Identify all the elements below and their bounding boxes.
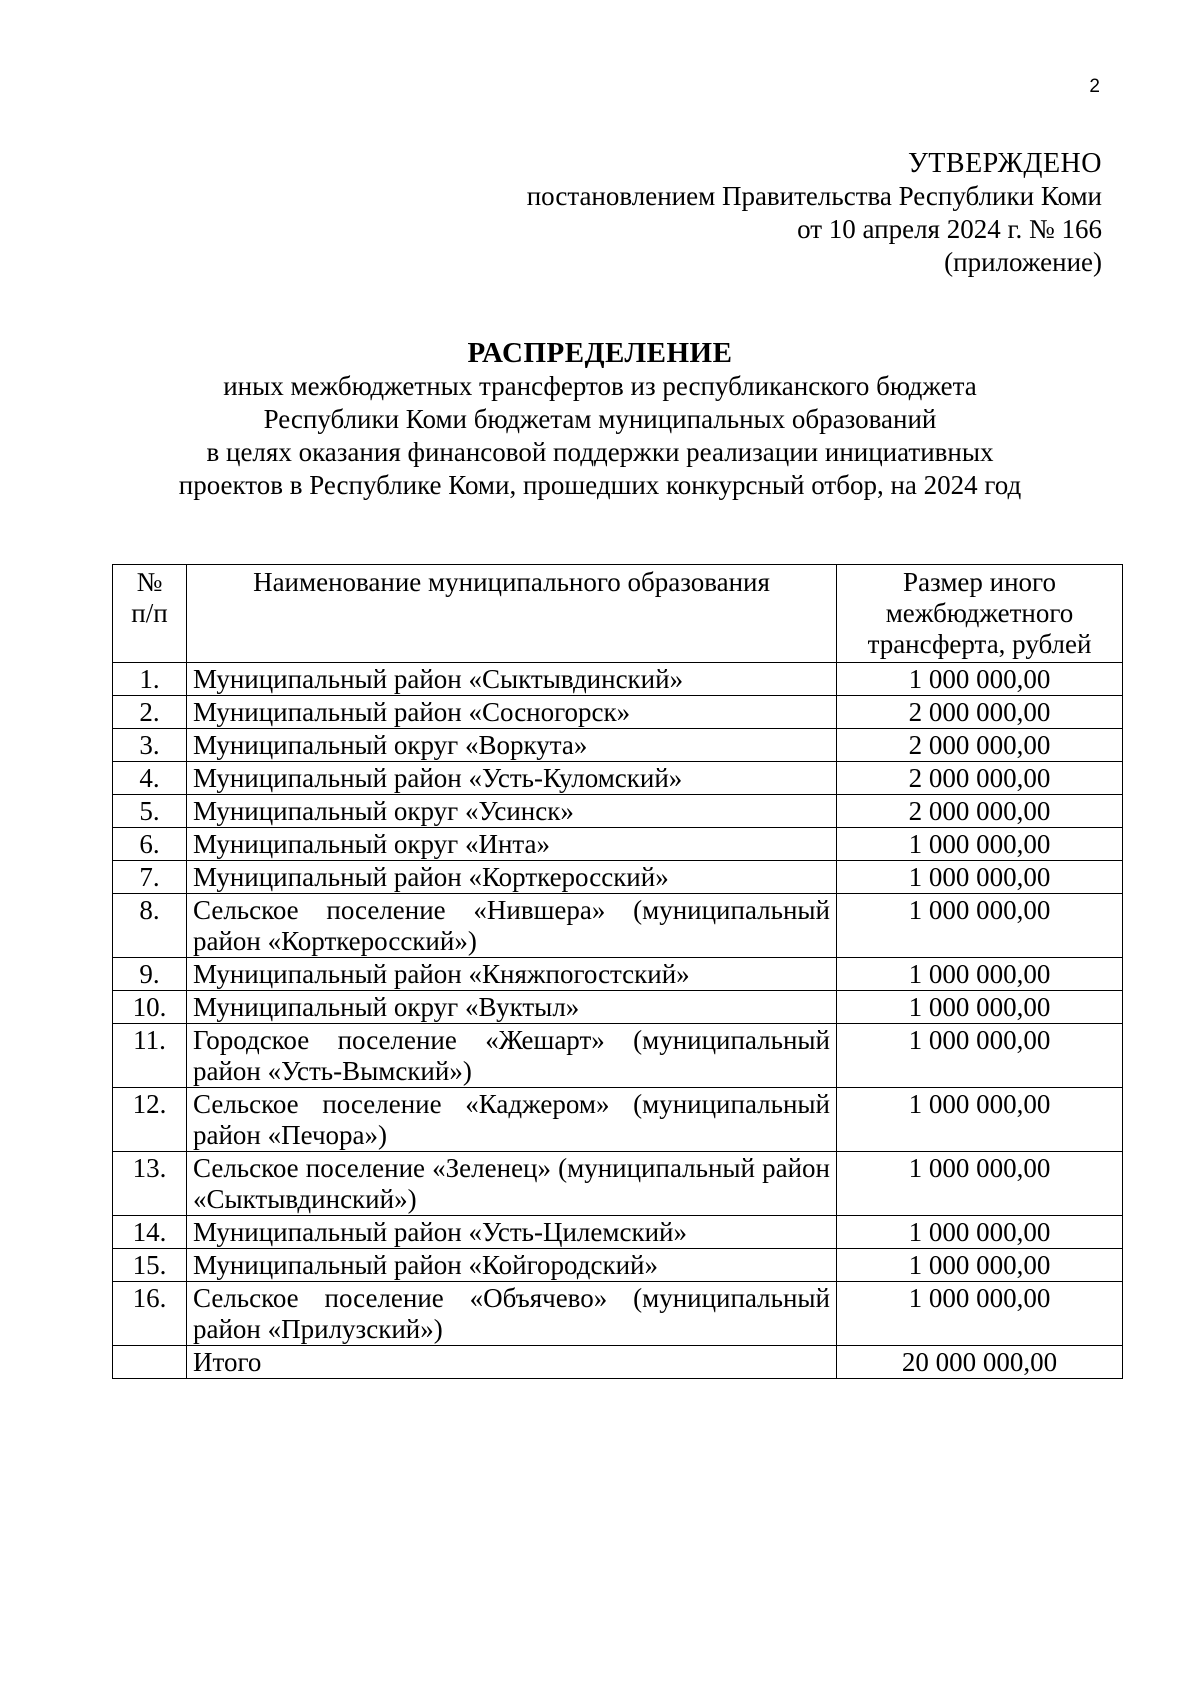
row-name: Муниципальный округ «Воркута»: [187, 729, 837, 762]
row-name: Муниципальный район «Койгородский»: [187, 1249, 837, 1282]
table-row: [113, 696, 1123, 729]
row-amount: 1 000 000,00: [837, 1024, 1123, 1088]
row-amount: 1 000 000,00: [837, 958, 1123, 991]
row-number: 13.: [113, 1152, 187, 1216]
header-number-line-2: п/п: [131, 598, 168, 628]
row-amount: 1 000 000,00: [837, 1088, 1123, 1152]
row-amount: 1 000 000,00: [837, 1282, 1123, 1346]
row-number: 14.: [113, 1216, 187, 1249]
row-name: Муниципальный район «Корткеросский»: [187, 861, 837, 894]
row-amount: 1 000 000,00: [837, 1249, 1123, 1282]
row-amount: 2 000 000,00: [837, 795, 1123, 828]
table-row: [113, 729, 1123, 762]
header-number-line-1: №: [136, 567, 163, 597]
row-number: 10.: [113, 991, 187, 1024]
row-name: Муниципальный район «Усть-Цилемский»: [187, 1216, 837, 1249]
page-number: 2: [1089, 76, 1100, 97]
row-name: Муниципальный округ «Усинск»: [187, 795, 837, 828]
row-name: Муниципальный район «Усть-Куломский»: [187, 762, 837, 795]
heading-line-2: Республики Коми бюджетам муниципальных образований: [263, 404, 937, 434]
total-number: [113, 1346, 187, 1379]
header-amount-line-1: Размер иного: [903, 567, 1056, 597]
table-row: [113, 991, 1123, 1024]
row-number: 1.: [113, 663, 187, 696]
row-number: 5.: [113, 795, 187, 828]
row-name: Сельское поселение «Зеленец» (муниципальный район «Сыктывдинский»): [187, 1152, 837, 1216]
table-row: [113, 1216, 1123, 1249]
document-title: РАСПРЕДЕЛЕНИЕ: [467, 337, 733, 369]
row-number: 7.: [113, 861, 187, 894]
table-row: [113, 1249, 1123, 1282]
row-number: 3.: [113, 729, 187, 762]
row-name: Муниципальный округ «Инта»: [187, 828, 837, 861]
table-row: [113, 1152, 1123, 1216]
row-amount: 1 000 000,00: [837, 663, 1123, 696]
row-number: 8.: [113, 894, 187, 958]
document-heading: [100, 337, 1100, 502]
row-amount: 1 000 000,00: [837, 1216, 1123, 1249]
row-name: Муниципальный округ «Вуктыл»: [187, 991, 837, 1024]
row-amount: 1 000 000,00: [837, 1152, 1123, 1216]
row-name: Муниципальный район «Сосногорск»: [187, 696, 837, 729]
table-row: [113, 1024, 1123, 1088]
heading-line-3: в целях оказания финансовой поддержки реализации инициативных: [206, 437, 994, 467]
table-row: [113, 828, 1123, 861]
table-row: [113, 861, 1123, 894]
approval-line-3: (приложение): [944, 247, 1102, 277]
table-row: [113, 1282, 1123, 1346]
header-amount-line-3: трансферта, рублей: [867, 629, 1092, 659]
row-name: Сельское поселение «Нившера» (муниципальный район «Корткеросский»): [187, 894, 837, 958]
row-name: Муниципальный район «Княжпогостский»: [187, 958, 837, 991]
table-row: [113, 958, 1123, 991]
row-amount: 2 000 000,00: [837, 729, 1123, 762]
total-label: Итого: [187, 1346, 837, 1379]
table-row: [113, 663, 1123, 696]
total-amount: 20 000 000,00: [837, 1346, 1123, 1379]
heading-line-4: проектов в Республике Коми, прошедших конкурсный отбор, на 2024 год: [178, 470, 1022, 500]
table-row: [113, 795, 1123, 828]
approval-line-1: постановлением Правительства Республики Коми: [526, 181, 1102, 211]
heading-line-1: иных межбюджетных трансфертов из республиканского бюджета: [223, 371, 977, 401]
approval-line-2: от 10 апреля 2024 г. № 166: [797, 214, 1102, 244]
table-row: [113, 762, 1123, 795]
header-amount-line-2: межбюджетного: [885, 598, 1074, 628]
row-name: Муниципальный район «Сыктывдинский»: [187, 663, 837, 696]
total-row: [113, 1346, 1123, 1379]
row-amount: 1 000 000,00: [837, 894, 1123, 958]
row-number: 15.: [113, 1249, 187, 1282]
row-number: 2.: [113, 696, 187, 729]
table-header-row: [113, 565, 1123, 663]
row-number: 4.: [113, 762, 187, 795]
row-amount: 1 000 000,00: [837, 828, 1123, 861]
distribution-table: [112, 564, 1123, 1379]
table-row: [113, 1088, 1123, 1152]
row-number: 12.: [113, 1088, 187, 1152]
row-name: Городское поселение «Жешарт» (муниципальный район «Усть-Вымский»): [187, 1024, 837, 1088]
row-number: 6.: [113, 828, 187, 861]
table-row: [113, 894, 1123, 958]
row-number: 9.: [113, 958, 187, 991]
row-number: 11.: [113, 1024, 187, 1088]
row-name: Сельское поселение «Каджером» (муниципальный район «Печора»): [187, 1088, 837, 1152]
header-name: Наименование муниципального образования: [187, 565, 837, 663]
row-amount: 1 000 000,00: [837, 991, 1123, 1024]
row-amount: 2 000 000,00: [837, 696, 1123, 729]
header-number: [113, 565, 187, 663]
approval-block: [402, 147, 1102, 279]
row-amount: 2 000 000,00: [837, 762, 1123, 795]
row-number: 16.: [113, 1282, 187, 1346]
approval-title: УТВЕРЖДЕНО: [907, 148, 1102, 179]
row-amount: 1 000 000,00: [837, 861, 1123, 894]
row-name: Сельское поселение «Объячево» (муниципальный район «Прилузский»): [187, 1282, 837, 1346]
header-amount: [837, 565, 1123, 663]
